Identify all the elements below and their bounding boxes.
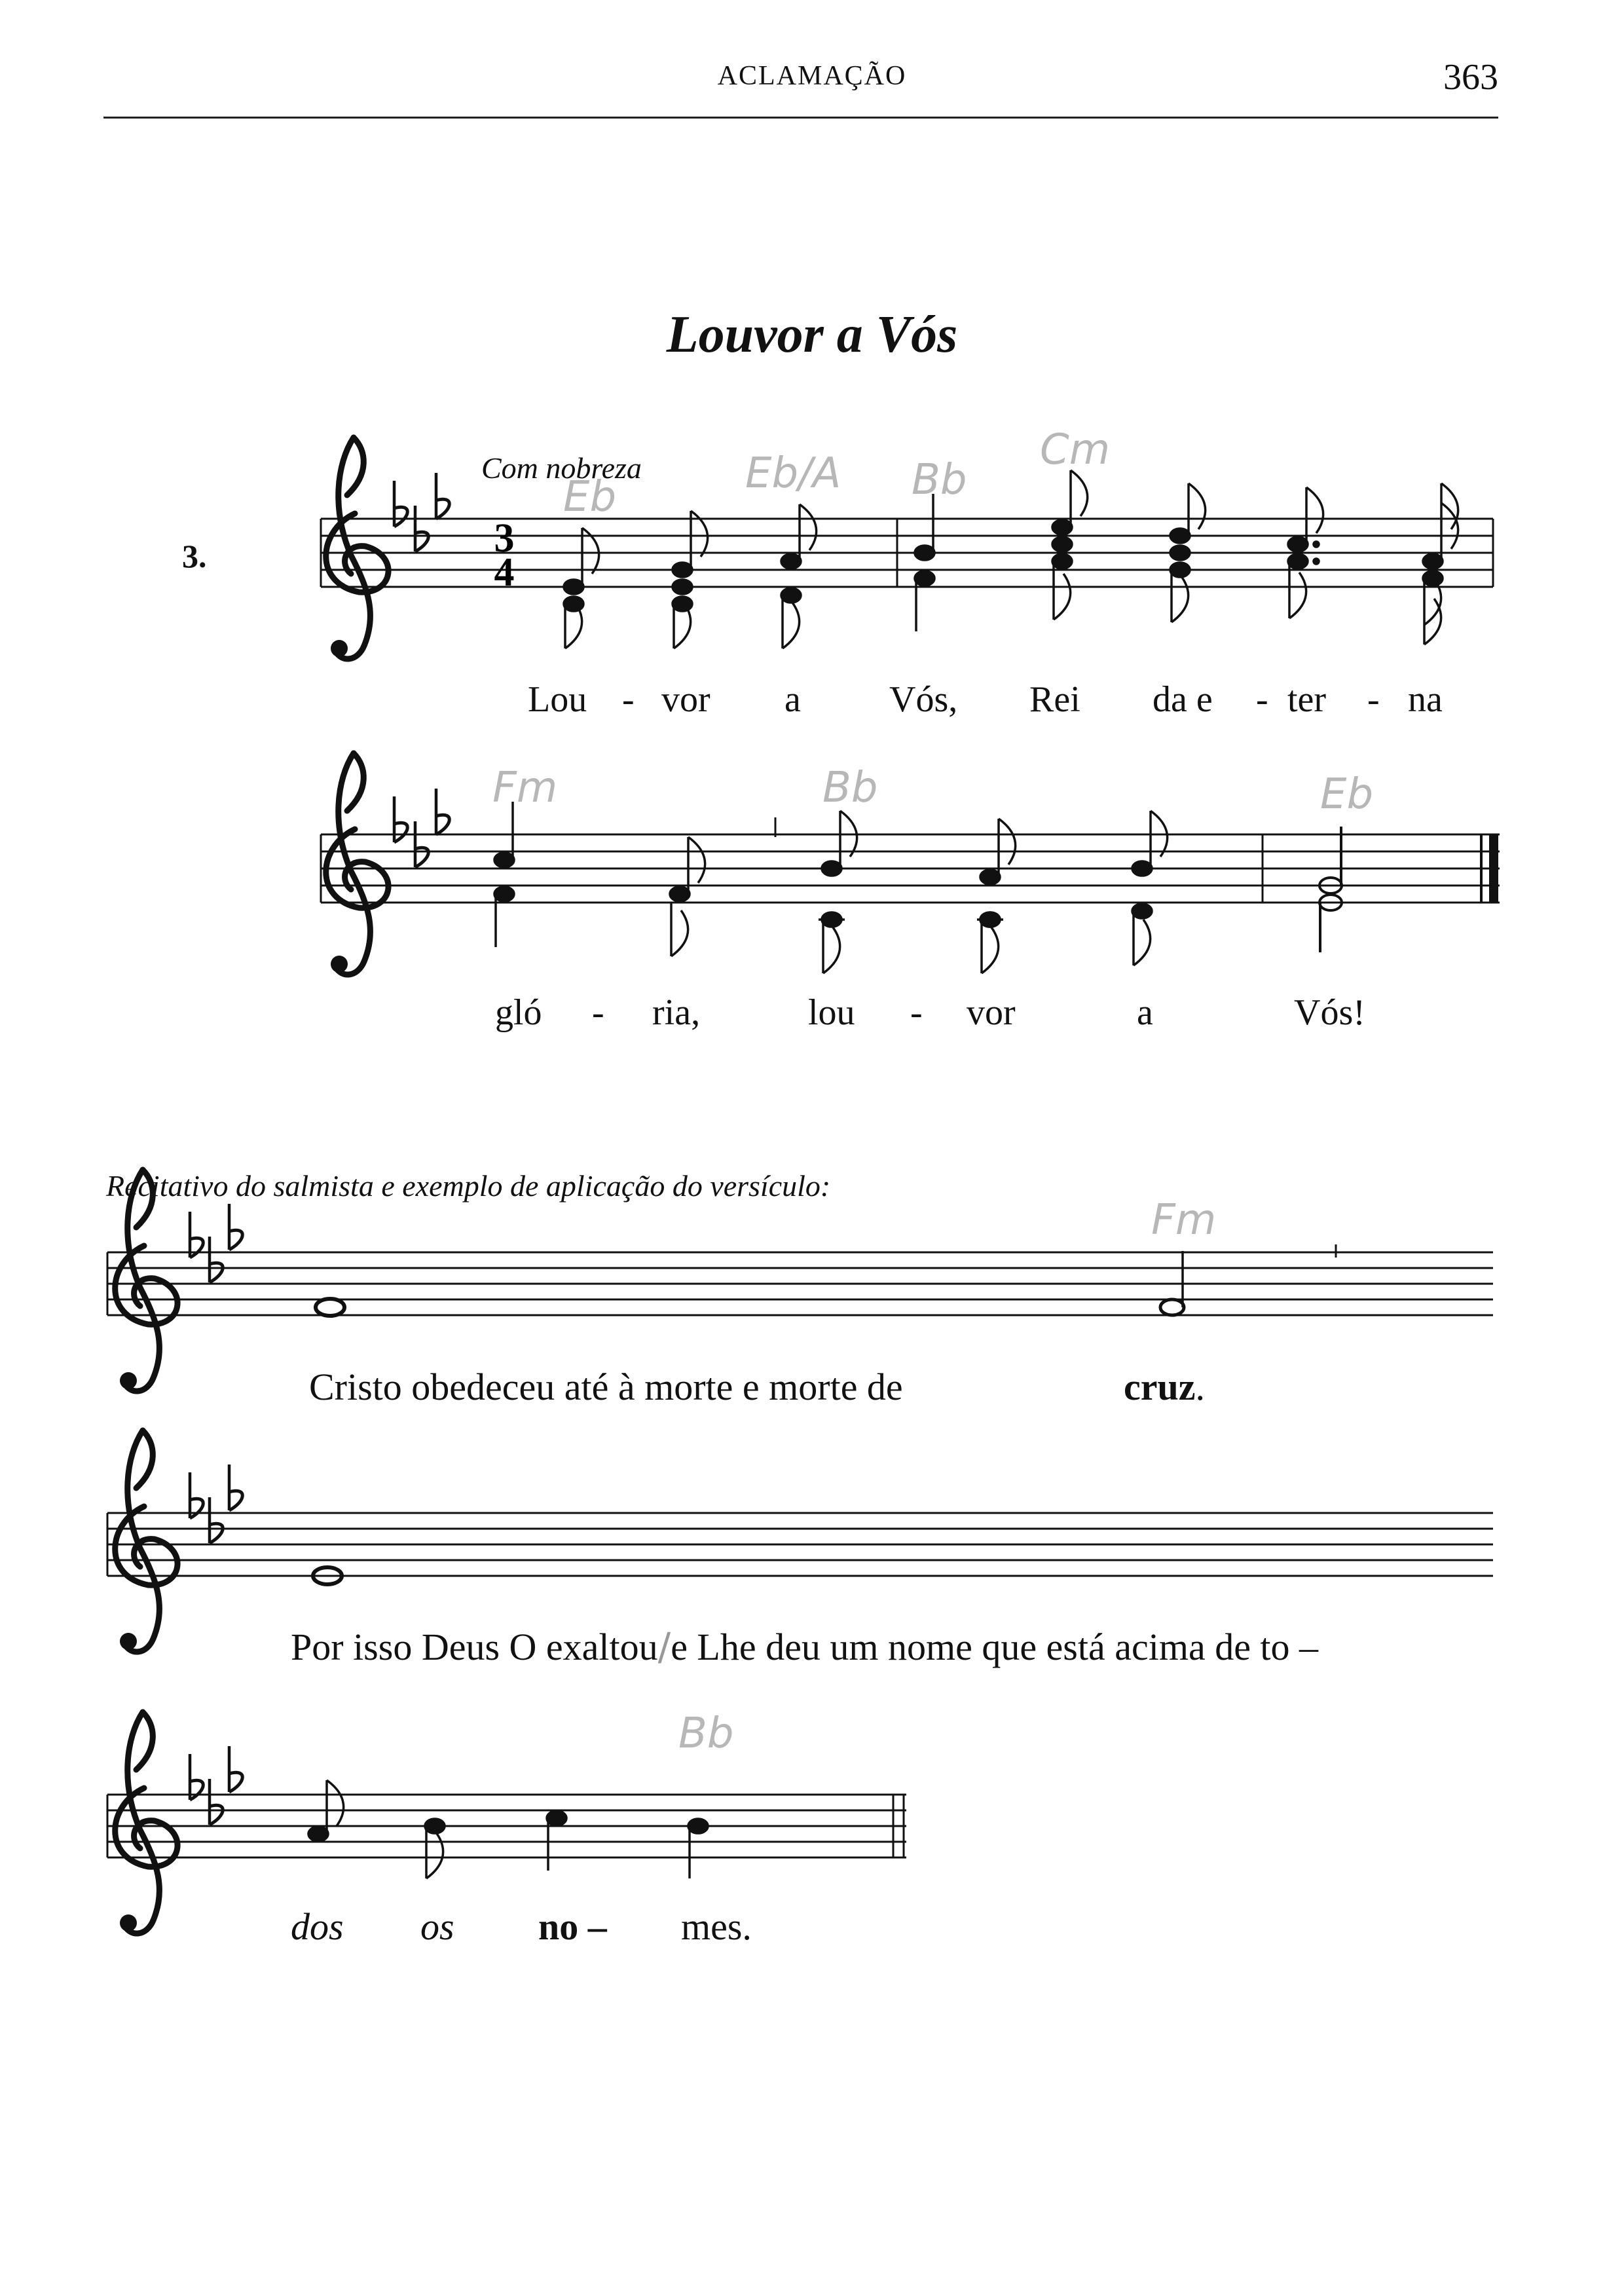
verse-punctuation: .	[1195, 1366, 1205, 1408]
song-title: Louvor a Vós	[666, 306, 958, 364]
time-signature-top: 3	[494, 516, 515, 561]
lyric-syllable: ria,	[652, 992, 701, 1033]
chord-label: Bb	[912, 456, 967, 504]
lyric-syllable: Lou	[528, 679, 587, 720]
chord-label: Fm	[1151, 1196, 1217, 1244]
lyric-syllable: a	[784, 679, 801, 720]
verse-line-2-before: Por isso Deus O exaltou	[291, 1626, 658, 1668]
verse-syllable: dos	[291, 1905, 344, 1948]
verse-line-1-end	[1124, 1365, 1205, 1409]
lyric-syllable: ter	[1287, 679, 1327, 720]
lyric-syllable: vor	[661, 679, 710, 720]
lyric-syllable: Vós,	[889, 679, 958, 720]
lyric-hyphen: -	[592, 992, 604, 1033]
section-title: ACLAMAÇÃO	[717, 61, 907, 91]
time-signature-bottom: 4	[494, 550, 515, 595]
staff-system-2	[321, 753, 1500, 975]
lyric-syllable: Vós!	[1294, 992, 1365, 1033]
lyric-hyphen: -	[1256, 679, 1268, 720]
lyric-hyphen: -	[910, 992, 923, 1033]
lyric-syllable: Rei	[1029, 679, 1080, 720]
lyric-syllable: a	[1137, 992, 1153, 1033]
song-number: 3.	[182, 538, 207, 574]
verse-emphasis: cruz	[1124, 1366, 1196, 1408]
lyric-syllable: na	[1408, 679, 1443, 720]
staff-system-1	[321, 438, 1493, 659]
tempo-marking: Com nobreza	[481, 451, 642, 485]
verse-syllable: no –	[538, 1905, 607, 1948]
chord-label: Eb	[563, 473, 617, 521]
lyric-syllable: gló	[495, 992, 542, 1033]
recitative-label: Recitativo do salmista e exemplo de aplicação do versículo:	[106, 1169, 831, 1203]
verse-syllable: os	[420, 1905, 454, 1948]
verse-line-2	[291, 1624, 1318, 1669]
lyric-syllable: vor	[967, 992, 1016, 1033]
verse-line-2-after: e Lhe deu um nome que está acima de to –	[671, 1626, 1319, 1668]
slash-mark-icon: /	[657, 1624, 671, 1669]
lyric-syllable: lou	[808, 992, 855, 1033]
verse-syllable: mes.	[681, 1905, 752, 1948]
recitative-staff-2	[107, 1430, 1493, 1652]
chord-label: Bb	[678, 1709, 734, 1758]
recitative-staff-3	[107, 1712, 906, 1933]
lyric-hyphen: -	[1367, 679, 1380, 720]
lyric-syllable: da e	[1153, 679, 1213, 720]
verse-line-1: Cristo obedeceu até à morte e morte de	[309, 1366, 903, 1408]
chord-label: Eb/A	[745, 449, 841, 498]
page-number: 363	[1443, 57, 1498, 98]
chord-label: Eb	[1320, 770, 1374, 819]
lyric-hyphen: -	[622, 679, 635, 720]
chord-label: Bb	[822, 764, 878, 812]
chord-label: Fm	[492, 764, 558, 812]
chord-label: Cm	[1040, 426, 1111, 474]
